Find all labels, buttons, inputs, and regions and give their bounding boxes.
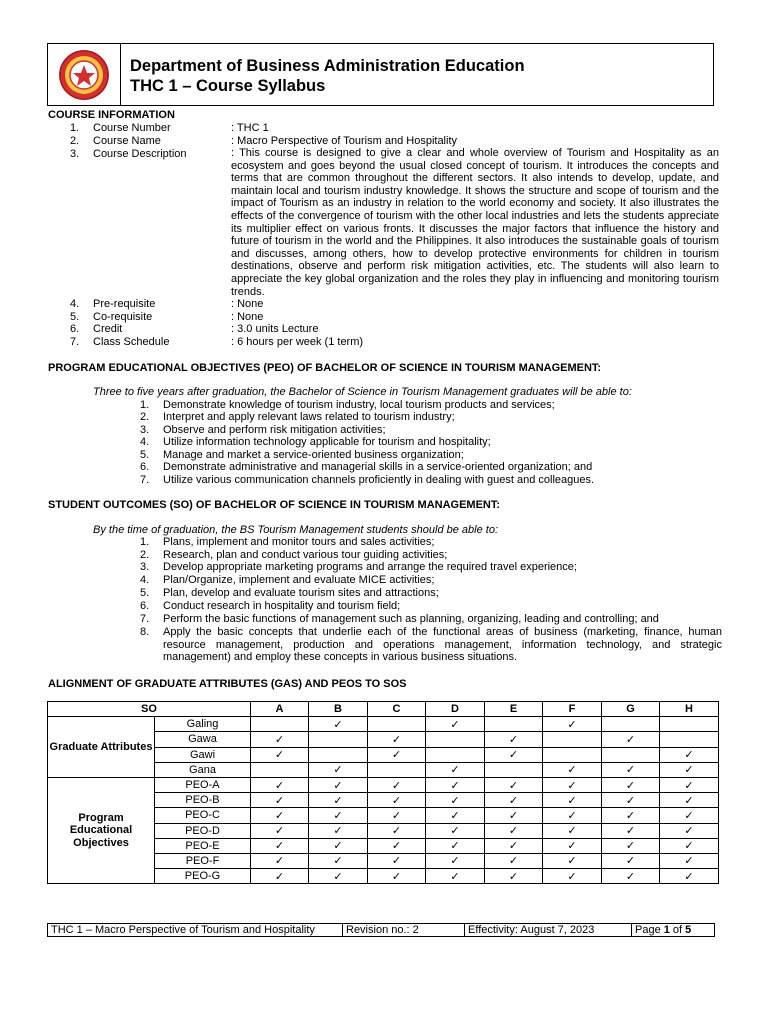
check-mark-cell: ✓ bbox=[602, 869, 660, 884]
check-mark-cell: ✓ bbox=[660, 853, 719, 868]
empty-cell bbox=[602, 717, 660, 732]
check-mark-cell: ✓ bbox=[426, 823, 485, 838]
check-mark-cell: ✓ bbox=[543, 823, 602, 838]
col-header: F bbox=[543, 702, 602, 717]
check-mark-cell: ✓ bbox=[485, 777, 543, 792]
row-label: PEO-G bbox=[155, 869, 251, 884]
check-mark-cell: ✓ bbox=[543, 793, 602, 808]
check-mark-cell: ✓ bbox=[543, 808, 602, 823]
page-mid: of bbox=[669, 924, 686, 936]
check-mark-cell: ✓ bbox=[543, 853, 602, 868]
check-mark-cell: ✓ bbox=[485, 853, 543, 868]
check-mark-cell: ✓ bbox=[251, 808, 309, 823]
course-description: : This course is designed to give a clear and whole overview of Tourism and Hospitality as an ecosystem and goes beyond the usual closed concept of tourism. It introduces the concepts and terms that are common throughout the different sectors. It also intends to develop, update, and maintain local and tourism industry knowledge. It shows the structure and scope of tourism and the impact of Tourism as an industry in relation to the world economy and society. It also illustrates the effects of the convergence of tourism with the other local industries and lets the students appreciate its multiplier effect on various fronts. It discusses the major factors that influence the history and future of tourism in the world and the Philippines. It also introduces the sustainable goals of tourism and discusses, among others, how to develop protective environments for children in tourism destinations, observe and perform risk mitigation activities, etc. The students will also learn to appreciate the key global organization and the roles they play in influencing and monitoring tourism trends. bbox=[231, 147, 719, 298]
table-row bbox=[48, 717, 719, 732]
check-mark-cell: ✓ bbox=[309, 762, 368, 777]
check-mark-cell: ✓ bbox=[660, 838, 719, 853]
check-mark-cell: ✓ bbox=[660, 762, 719, 777]
peo-item-text: Utilize various communication channels proficiently in dealing with guest and colleagues. bbox=[163, 474, 595, 486]
check-mark-cell: ✓ bbox=[251, 732, 309, 747]
footer-effectivity: Effectivity: August 7, 2023 bbox=[465, 924, 632, 937]
check-mark-cell: ✓ bbox=[602, 732, 660, 747]
check-mark-cell: ✓ bbox=[368, 732, 426, 747]
empty-cell bbox=[368, 762, 426, 777]
so-item-num: 5. bbox=[140, 587, 150, 599]
peo-intro: Three to five years after graduation, the Bachelor of Science in Tourism Management graduates will be able to: bbox=[93, 386, 632, 398]
check-mark-cell: ✓ bbox=[368, 838, 426, 853]
peo-title: PROGRAM EDUCATIONAL OBJECTIVES (PEO) OF BACHELOR OF SCIENCE IN TOURISM MANAGEMENT: bbox=[48, 362, 602, 374]
so-item-num: 4. bbox=[140, 574, 150, 586]
ci-num-4: 4. bbox=[70, 298, 80, 310]
page-total: 5 bbox=[685, 924, 692, 936]
ci-label-7: Class Schedule bbox=[93, 336, 170, 348]
check-mark-cell: ✓ bbox=[426, 808, 485, 823]
so-item-text: Plan/Organize, implement and evaluate MICE activities; bbox=[163, 574, 435, 586]
check-mark-cell: ✓ bbox=[485, 793, 543, 808]
ci-num-5: 5. bbox=[70, 311, 80, 323]
col-header: G bbox=[602, 702, 660, 717]
ci-value-6: : 3.0 units Lecture bbox=[231, 323, 319, 335]
empty-cell bbox=[251, 717, 309, 732]
ci-num-3: 3. bbox=[70, 148, 80, 160]
so-item-num-8: 8. bbox=[140, 626, 150, 638]
row-label: PEO-C bbox=[155, 808, 251, 823]
col-header: C bbox=[368, 702, 426, 717]
peo-item-num: 3. bbox=[140, 424, 150, 436]
so-item-text: Plans, implement and monitor tours and sales activities; bbox=[163, 536, 435, 548]
check-mark-cell: ✓ bbox=[602, 762, 660, 777]
peo-item-num: 1. bbox=[140, 399, 150, 411]
check-mark-cell: ✓ bbox=[426, 869, 485, 884]
check-mark-cell: ✓ bbox=[426, 717, 485, 732]
document-header bbox=[47, 43, 714, 106]
check-mark-cell: ✓ bbox=[543, 762, 602, 777]
check-mark-cell: ✓ bbox=[309, 793, 368, 808]
ci-value-5: : None bbox=[231, 311, 264, 323]
row-label: PEO-E bbox=[155, 838, 251, 853]
check-mark-cell: ✓ bbox=[426, 762, 485, 777]
check-mark-cell: ✓ bbox=[660, 808, 719, 823]
check-mark-cell: ✓ bbox=[543, 777, 602, 792]
empty-cell bbox=[309, 747, 368, 762]
so-item-text: Plan, develop and evaluate tourism sites and attractions; bbox=[163, 587, 439, 599]
ci-num-2: 2. bbox=[70, 135, 80, 147]
so-item-num: 6. bbox=[140, 600, 150, 612]
ci-value-7: : 6 hours per week (1 term) bbox=[231, 336, 364, 348]
ci-label-2: Course Name bbox=[93, 135, 161, 147]
syllabus-title: THC 1 – Course Syllabus bbox=[130, 77, 326, 95]
check-mark-cell: ✓ bbox=[602, 823, 660, 838]
peo-item-text: Utilize information technology applicable for tourism and hospitality; bbox=[163, 436, 491, 448]
peo-item-num: 6. bbox=[140, 461, 150, 473]
so-item-text: Perform the basic functions of management such as planning, organizing, leading and controlling; and bbox=[163, 613, 659, 625]
footer-course: THC 1 – Macro Perspective of Tourism and Hospitality bbox=[48, 924, 343, 937]
empty-cell bbox=[251, 762, 309, 777]
so-item-num: 1. bbox=[140, 536, 150, 548]
check-mark-cell: ✓ bbox=[251, 747, 309, 762]
check-mark-cell: ✓ bbox=[660, 793, 719, 808]
check-mark-cell: ✓ bbox=[309, 717, 368, 732]
check-mark-cell: ✓ bbox=[660, 747, 719, 762]
alignment-table bbox=[47, 701, 719, 884]
empty-cell bbox=[426, 732, 485, 747]
row-label: Gawi bbox=[155, 747, 251, 762]
so-item-text: Develop appropriate marketing programs and arrange the required travel experience; bbox=[163, 561, 577, 573]
page-title bbox=[130, 56, 525, 96]
department-name: Department of Business Administration Education bbox=[130, 57, 525, 75]
check-mark-cell: ✓ bbox=[368, 793, 426, 808]
check-mark-cell: ✓ bbox=[660, 823, 719, 838]
so-item-text: Conduct research in hospitality and tourism field; bbox=[163, 600, 401, 612]
peo-item-text: Observe and perform risk mitigation activities; bbox=[163, 424, 386, 436]
ci-num-1: 1. bbox=[70, 122, 80, 134]
row-label: PEO-F bbox=[155, 853, 251, 868]
check-mark-cell: ✓ bbox=[485, 732, 543, 747]
check-mark-cell: ✓ bbox=[485, 869, 543, 884]
ci-num-7: 7. bbox=[70, 336, 80, 348]
row-label: PEO-B bbox=[155, 793, 251, 808]
ci-label-5: Co-requisite bbox=[93, 311, 153, 323]
check-mark-cell: ✓ bbox=[426, 853, 485, 868]
school-seal-icon bbox=[56, 48, 112, 102]
empty-cell bbox=[543, 747, 602, 762]
check-mark-cell: ✓ bbox=[309, 869, 368, 884]
col-header: H bbox=[660, 702, 719, 717]
check-mark-cell: ✓ bbox=[660, 777, 719, 792]
ci-label-3: Course Description bbox=[93, 148, 187, 160]
empty-cell bbox=[485, 717, 543, 732]
so-item-num: 2. bbox=[140, 549, 150, 561]
peo-item-num: 4. bbox=[140, 436, 150, 448]
check-mark-cell: ✓ bbox=[602, 853, 660, 868]
check-mark-cell: ✓ bbox=[309, 838, 368, 853]
check-mark-cell: ✓ bbox=[543, 717, 602, 732]
check-mark-cell: ✓ bbox=[309, 823, 368, 838]
check-mark-cell: ✓ bbox=[485, 823, 543, 838]
course-info-title: COURSE INFORMATION bbox=[48, 109, 175, 121]
check-mark-cell: ✓ bbox=[251, 838, 309, 853]
peo-item-num: 7. bbox=[140, 474, 150, 486]
check-mark-cell: ✓ bbox=[543, 838, 602, 853]
alignment-title: ALIGNMENT OF GRADUATE ATTRIBUTES (GAS) AND PEOS TO SOS bbox=[48, 678, 407, 690]
row-label: PEO-D bbox=[155, 823, 251, 838]
empty-cell bbox=[485, 762, 543, 777]
group-label: Program Educational Objectives bbox=[48, 777, 155, 883]
row-label: Gana bbox=[155, 762, 251, 777]
check-mark-cell: ✓ bbox=[602, 838, 660, 853]
check-mark-cell: ✓ bbox=[426, 793, 485, 808]
check-mark-cell: ✓ bbox=[485, 838, 543, 853]
check-mark-cell: ✓ bbox=[251, 853, 309, 868]
col-header: B bbox=[309, 702, 368, 717]
check-mark-cell: ✓ bbox=[368, 808, 426, 823]
check-mark-cell: ✓ bbox=[309, 853, 368, 868]
so-title: STUDENT OUTCOMES (SO) OF BACHELOR OF SCIENCE IN TOURISM MANAGEMENT: bbox=[48, 499, 501, 511]
empty-cell bbox=[368, 717, 426, 732]
check-mark-cell: ✓ bbox=[602, 777, 660, 792]
check-mark-cell: ✓ bbox=[426, 838, 485, 853]
peo-item-text: Interpret and apply relevant laws related to tourism industry; bbox=[163, 411, 455, 423]
check-mark-cell: ✓ bbox=[426, 777, 485, 792]
footer-revision: Revision no.: 2 bbox=[343, 924, 465, 937]
check-mark-cell: ✓ bbox=[602, 793, 660, 808]
empty-cell bbox=[602, 747, 660, 762]
check-mark-cell: ✓ bbox=[309, 808, 368, 823]
so-item-text: Apply the basic concepts that underlie each of the functional areas of business (marketing, finance, human resource management, production and operations management, information technology, and strategic management) and employ these concepts in various business situations. bbox=[163, 626, 722, 664]
ci-label-6: Credit bbox=[93, 323, 123, 335]
ci-value-4: : None bbox=[231, 298, 264, 310]
check-mark-cell: ✓ bbox=[251, 823, 309, 838]
empty-cell bbox=[660, 717, 719, 732]
check-mark-cell: ✓ bbox=[309, 777, 368, 792]
check-mark-cell: ✓ bbox=[368, 823, 426, 838]
check-mark-cell: ✓ bbox=[251, 777, 309, 792]
check-mark-cell: ✓ bbox=[368, 777, 426, 792]
ci-value-2: : Macro Perspective of Tourism and Hospitality bbox=[231, 135, 457, 147]
empty-cell bbox=[309, 732, 368, 747]
page-prefix: Page bbox=[635, 924, 664, 936]
check-mark-cell: ✓ bbox=[485, 747, 543, 762]
peo-item-num: 5. bbox=[140, 449, 150, 461]
check-mark-cell: ✓ bbox=[543, 869, 602, 884]
ci-value-1: : THC 1 bbox=[231, 122, 269, 134]
col-header: A bbox=[251, 702, 309, 717]
so-item-text: Research, plan and conduct various tour guiding activities; bbox=[163, 549, 448, 561]
check-mark-cell: ✓ bbox=[368, 853, 426, 868]
empty-cell bbox=[660, 732, 719, 747]
footer-page bbox=[632, 924, 715, 937]
so-intro: By the time of graduation, the BS Tourism Management students should be able to: bbox=[93, 524, 499, 536]
check-mark-cell: ✓ bbox=[251, 869, 309, 884]
logo-cell bbox=[48, 44, 121, 105]
table-row bbox=[48, 777, 719, 792]
ci-num-6: 6. bbox=[70, 323, 80, 335]
check-mark-cell: ✓ bbox=[602, 808, 660, 823]
peo-item-num: 2. bbox=[140, 411, 150, 423]
empty-cell bbox=[426, 747, 485, 762]
empty-cell bbox=[543, 732, 602, 747]
check-mark-cell: ✓ bbox=[368, 869, 426, 884]
row-label: PEO-A bbox=[155, 777, 251, 792]
col-header: E bbox=[485, 702, 543, 717]
table-header-row bbox=[48, 702, 719, 717]
peo-item-text: Manage and market a service-oriented business organization; bbox=[163, 449, 464, 461]
peo-item-text: Demonstrate knowledge of tourism industry, local tourism products and services; bbox=[163, 399, 555, 411]
ci-label-1: Course Number bbox=[93, 122, 171, 134]
peo-item-text: Demonstrate administrative and managerial skills in a service-oriented organization; and bbox=[163, 461, 593, 473]
so-item-num: 7. bbox=[140, 613, 150, 625]
check-mark-cell: ✓ bbox=[368, 747, 426, 762]
so-header: SO bbox=[48, 702, 251, 717]
col-header: D bbox=[426, 702, 485, 717]
check-mark-cell: ✓ bbox=[660, 869, 719, 884]
check-mark-cell: ✓ bbox=[251, 793, 309, 808]
row-label: Gawa bbox=[155, 732, 251, 747]
group-label: Graduate Attributes bbox=[48, 717, 155, 778]
page-footer bbox=[47, 923, 715, 937]
so-item-num: 3. bbox=[140, 561, 150, 573]
row-label: Galing bbox=[155, 717, 251, 732]
check-mark-cell: ✓ bbox=[485, 808, 543, 823]
ci-label-4: Pre-requisite bbox=[93, 298, 156, 310]
page-number: 1 bbox=[663, 924, 670, 936]
